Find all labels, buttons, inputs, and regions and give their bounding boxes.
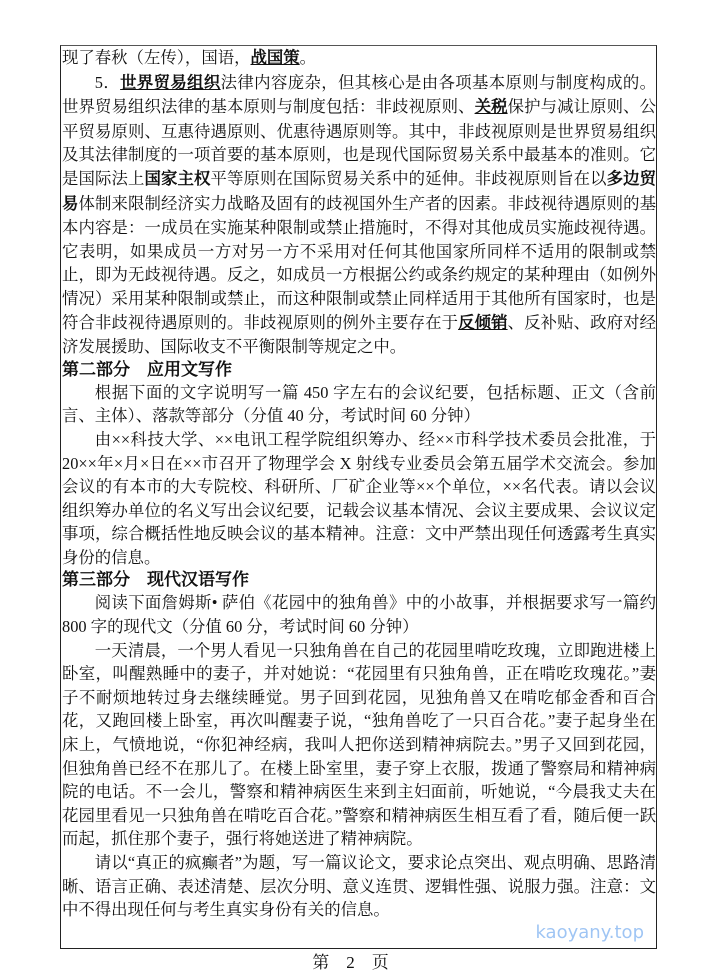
paragraph (62, 851, 656, 922)
text-run: 体制来限制经济实力战略及固有的歧视国外生产者的因素。非歧视待遇原则的基本内容是：一成员在实施某种限制或禁止措施时，不得对其他成员实施歧视待遇。它表明，如果成员一方对另一方不采用对任何其他国家所同样不适用的限制或禁止，即为无歧视待遇。反之，如成员一方根据公约或条约规定的某种理由（如例外情况）采用某种限制或禁止，而这种限制或禁止同样适用于其他所有国家时，也是符合非歧视待遇原则的。非歧视原则的例外主要存在于 (62, 193, 657, 332)
text-run: 。 (299, 48, 317, 67)
text-run: 、反补贴、政府对经济发展援助、国际收支不平衡限制等规定之中。 (62, 312, 657, 357)
text-run: 第二部分 应用文写作 (62, 359, 232, 379)
text-run: 平等原则在国际贸易关系中的延伸。非歧视原则旨在以 (210, 168, 607, 188)
text-run: 保护与减让原则、公平贸易原则、互惠待遇原则、优惠待遇原则等。其中，非歧视原则是世界贸易组织及其法律制度的一项首要的基本原则，也是现代国际贸易关系中最基本的准则。它是国际法上 (62, 97, 657, 188)
text-run: 一天清晨，一个男人看见一只独角兽在自己的花园里啃吃玫瑰，立即跑进楼上卧室，叫醒熟睡中的妻子，并对她说：“花园里有只独角兽，正在啃吃玫瑰花。”妻子不耐烦地转过身去继续睡觉。男子回到花园，见独角兽又在啃吃郁金香和百合花，又跑回楼上卧室，再次叫醒妻子说，“独角兽吃了一只百合花。”妻子起身坐在床上，气愤地说，“你犯神经病，我叫人把你送到精神病院去。”男子又回到花园，但独角兽已经不在那儿了。在楼上卧室里，妻子穿上衣服，拨通了警察局和精神病院的电话。不一会儿，警察和精神病医生来到主妇面前，听她说，“今晨我丈夫在花园里看见一只独角兽在啃吃百合花。”警察和精神病医生相互看了看，随后便一跃而起，抓住那个妻子，强行将她送进了精神病院。 (62, 640, 656, 849)
page-number: 第 2 页 (312, 952, 389, 972)
bold-term: 多边贸易 (62, 169, 657, 213)
text-run: 阅读下面詹姆斯• 萨伯《花园中的独角兽》中的小故事，并根据要求写一篇约 800 字的现代文（分值 60 分，考试时间 60 分钟） (62, 593, 656, 637)
section-heading (62, 569, 656, 591)
document-body (62, 46, 656, 922)
paragraph (62, 639, 656, 851)
underlined-term: 战国策 (250, 49, 300, 67)
underlined-term: 关税 (474, 98, 508, 117)
text-run: 5． (94, 72, 121, 92)
page-border (60, 45, 657, 949)
section-heading (62, 359, 656, 381)
text-run: 请以“真正的疯癫者”为题，写一篇议论文，要求论点突出、观点明确、思路清晰、语言正确、表述清楚、层次分明、意义连贯、逻辑性强、说服力强。注意：文中不得出现任何与考生真实身份有关的信息。 (62, 853, 656, 920)
paragraph (62, 71, 656, 359)
text-run: 由××科技大学、××电讯工程学院组织筹办、经××市科学技术委员会批准，于 20××年×月×日在××市召开了物理学会 X 射线专业委员会第五届学术交流会。参加会议的有本市的大专院校、科研所、厂矿企业等××个单位，××名代表。请以会议组织筹办单位的名义写出会议纪要，记载会议基本情况、会议主要成果、会议议定事项，综合概括性地反映会议的基本精神。注意：文中严禁出现任何透露考生真实身份的信息。 (62, 429, 656, 567)
text-run: 法律内容庞杂，但其核心是由各项基本原则与制度构成的。世界贸易组织法律的基本原则与制度包括：非歧视原则、 (62, 72, 657, 117)
text-run: 现了春秋（左传），国语， (62, 48, 251, 67)
paragraph (62, 591, 656, 638)
paragraph (62, 381, 656, 428)
text-run: 第三部分 现代汉语写作 (62, 570, 249, 590)
underlined-term: 反倾销 (458, 313, 508, 332)
text-run: 根据下面的文字说明写一篇 450 字左右的会议纪要，包括标题、正文（含前言、主体）、落款等部分（分值 40 分，考试时间 60 分钟） (62, 382, 656, 426)
watermark: kaoyany.top (535, 921, 644, 943)
paragraph (62, 46, 656, 71)
paragraph (62, 428, 656, 570)
underlined-term: 世界贸易组织 (120, 73, 221, 92)
bold-term: 国家主权 (144, 169, 211, 188)
